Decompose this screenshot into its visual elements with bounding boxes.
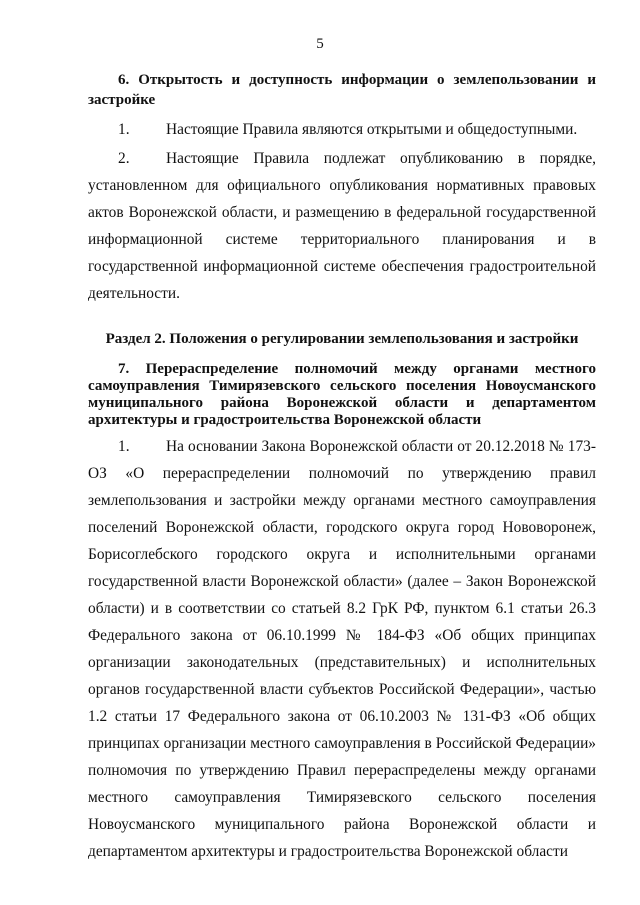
section-6-heading: 6. Открытость и доступность информации о землепользовании и застройке: [88, 72, 596, 108]
section-6-paragraph-2: [88, 145, 596, 307]
page-number: 5: [316, 36, 324, 52]
article-7-heading: 7. Перераспределение полномочий между органами местного самоуправления Тимирязевского сельского поселения Новоусманского муниципального района Воронежской области и департаментом архитектуры и градостроительства Воронежской области: [88, 361, 596, 428]
paragraph-number: 1.: [118, 438, 130, 455]
section-6-paragraph-1: [88, 116, 596, 143]
document-content: [88, 62, 596, 865]
paragraph-text: На основании Закона Воронежской области от 20.12.2018 № 173-ОЗ «О перераспределении полномочий по утверждению правил землепользования и застройки между органами местного самоуправления поселений Воронежской области, городского округа город Нововоронеж, Борисоглебского городского округа и исполнительными органами государственной власти Воронежской области» (далее – Закон Воронежской области) и в соответствии со статьей 8.2 ГрК РФ, пунктом 6.1 статьи 26.3 Федерального закона от 06.10.1999 № 184-ФЗ «Об общих принципах организации законодательных (представительных) и исполнительных органов государственной власти субъектов Российской Федерации», частью 1.2 статьи 17 Федерального закона от 06.10.2003 № 131-ФЗ «Об общих принципах организации местного самоуправления в Российской Федерации» полномочия по утверждению Правил перераспределены между органами местного самоуправления Тимирязевского сельского поселения Новоусманского муниципального района Воронежской области и департаментом архитектуры и градостроительства Воронежской области: [88, 438, 596, 860]
paragraph-number: 1.: [118, 121, 130, 138]
paragraph-number: 2.: [118, 150, 130, 167]
paragraph-text: Настоящие Правила являются открытыми и общедоступными.: [166, 121, 578, 138]
section-2-title: Раздел 2. Положения о регулировании землепользования и застройки: [105, 331, 579, 347]
article-7-paragraph-1: [88, 433, 596, 865]
paragraph-text: Настоящие Правила подлежат опубликованию в порядке, установленном для официального опубликования нормативных правовых актов Воронежской области, и размещению в федеральной государственной информационной системе территориального планирования и в государственной информационной системе обеспечения градостроительной деятельности.: [88, 150, 596, 302]
